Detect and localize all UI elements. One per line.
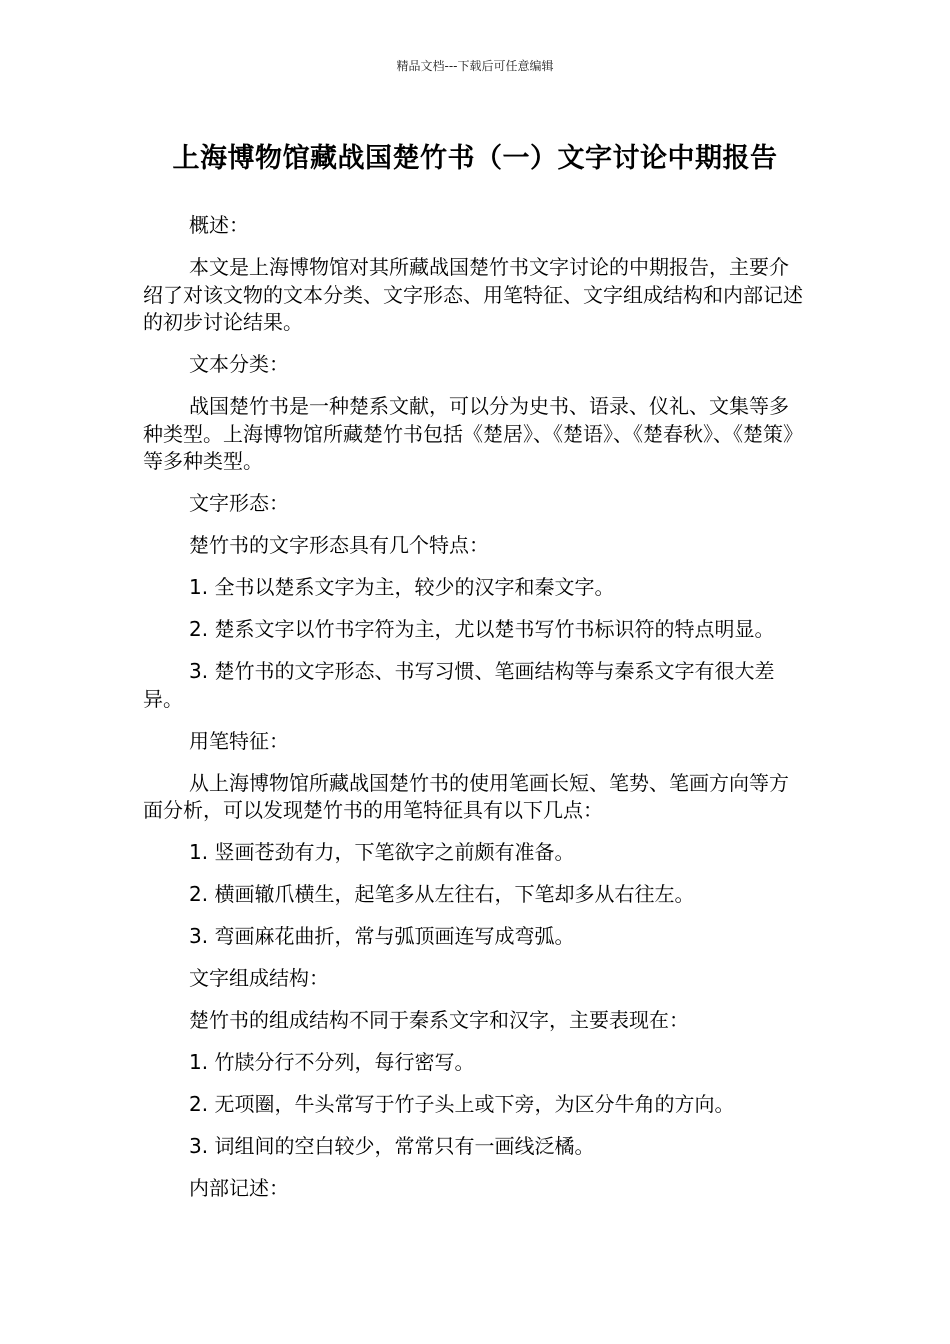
document-title: 上海博物馆藏战国楚竹书（一）文字讨论中期报告 [172,143,778,174]
paragraph: 楚竹书的文字形态具有几个特点： [189,533,489,557]
list-item: 3. 词组间的空白较少，常常只有一画线泛橘。 [189,1134,595,1158]
section-heading-internal-records: 内部记述： [189,1176,289,1200]
list-item: 2. 无项圈，牛头常写于竹子头上或下旁，为区分牛角的方向。 [189,1092,735,1116]
list-item: 1. 竹牍分行不分列，每行密写。 [189,1050,475,1074]
list-item: 3. 楚竹书的文字形态、书写习惯、笔画结构等与秦系文字有很大差异。 [143,659,775,711]
paragraph: 从上海博物馆所藏战国楚竹书的使用笔画长短、笔势、笔画方向等方面分析，可以发现楚竹书的用笔特征具有以下几点： [143,770,789,822]
paragraph: 本文是上海博物馆对其所藏战国楚竹书文字讨论的中期报告，主要介绍了对该文物的文本分类、文字形态、用笔特征、文字组成结构和内部记述的初步讨论结果。 [143,255,803,334]
section-heading-composition-structure: 文字组成结构： [189,966,329,990]
paragraph: 战国楚竹书是一种楚系文献，可以分为史书、语录、仪礼、文集等多种类型。上海博物馆所藏楚竹书包括《楚居》、《楚语》、《楚春秋》、《楚策》等多种类型。 [143,394,803,473]
list-item: 2. 横画辙爪横生，起笔多从左往右，下笔却多从右往左。 [189,882,695,906]
header-note: 精品文档---下载后可任意编辑 [396,59,554,73]
list-item: 2. 楚系文字以竹书字符为主，尤以楚书写竹书标识符的特点明显。 [189,617,775,641]
section-heading-overview: 概述： [189,213,249,237]
document-body [143,212,803,1217]
list-item: 1. 竖画苍劲有力，下笔欲字之前颇有准备。 [189,840,575,864]
section-heading-brush-features: 用笔特征： [189,728,289,753]
list-item: 1. 全书以楚系文字为主，较少的汉字和秦文字。 [189,575,615,599]
section-heading-text-classification: 文本分类： [189,352,289,376]
paragraph: 楚竹书的组成结构不同于秦系文字和汉字，主要表现在： [189,1008,689,1032]
section-heading-character-form: 文字形态： [189,491,289,515]
list-item: 3. 弯画麻花曲折，常与弧顶画连写成弯弧。 [189,924,575,948]
